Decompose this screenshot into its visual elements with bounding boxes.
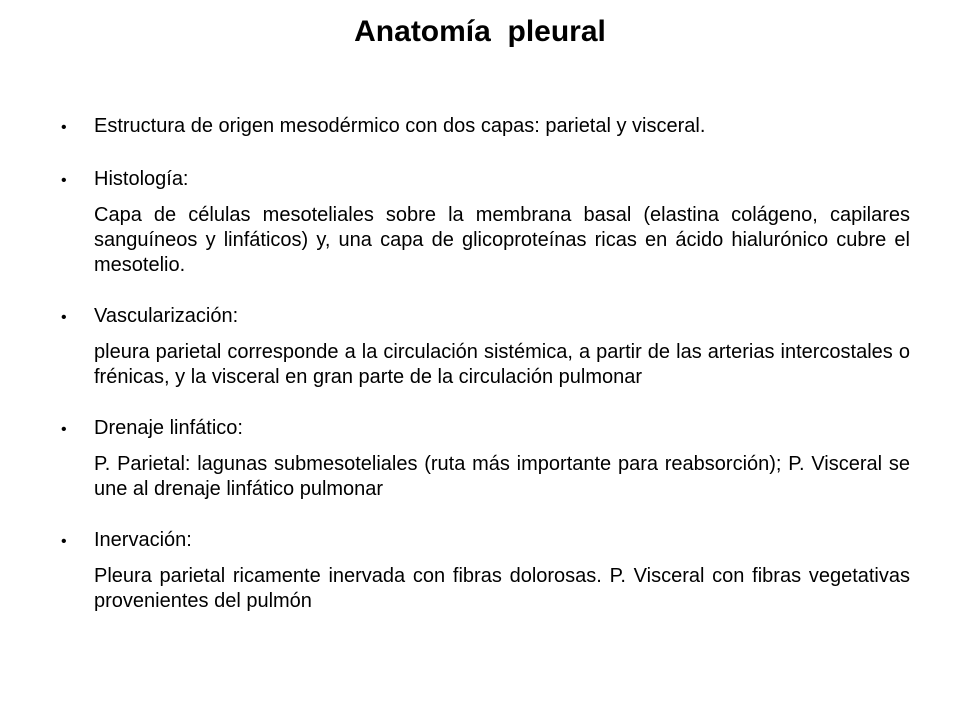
bullet-icon: • <box>61 119 67 136</box>
bullet-item-innervation <box>60 527 910 614</box>
bullet-item-vascularization <box>60 303 910 390</box>
bullet-item-structure <box>60 113 910 141</box>
slide-title: Anatomía pleural <box>354 15 606 48</box>
bullet-heading: Histología: <box>94 168 189 190</box>
bullet-heading: Estructura de origen mesodérmico con dos capas: parietal y visceral. <box>94 115 706 137</box>
bullet-heading: Vascularización: <box>94 305 239 327</box>
bullet-heading: Drenaje linfático: <box>94 417 243 439</box>
bullet-body: pleura parietal corresponde a la circulación sistémica, a partir de las arterias intercostales o frénicas, y la visceral en gran parte de la circulación pulmonar <box>94 341 910 388</box>
bullet-body: P. Parietal: lagunas submesoteliales (ruta más importante para reabsorción); P. Visceral se une al drenaje linfático pulmonar <box>94 453 910 500</box>
bullet-icon: • <box>61 172 67 189</box>
bullet-icon: • <box>61 309 67 326</box>
bullet-heading: Inervación: <box>94 529 192 551</box>
bullet-item-histology <box>60 166 910 278</box>
bullet-item-lymphatic-drainage <box>60 415 910 502</box>
bullet-body: Capa de células mesoteliales sobre la membrana basal (elastina colágeno, capilares sanguíneos y linfáticos) y, una capa de glicoproteínas ricas en ácido hialurónico cubre el mesotelio. <box>94 204 910 276</box>
bullet-body: Pleura parietal ricamente inervada con fibras dolorosas. P. Visceral con fibras vegetativas provenientes del pulmón <box>94 565 910 612</box>
bullet-list <box>60 113 910 614</box>
bullet-icon: • <box>61 421 67 438</box>
bullet-icon: • <box>61 533 67 550</box>
